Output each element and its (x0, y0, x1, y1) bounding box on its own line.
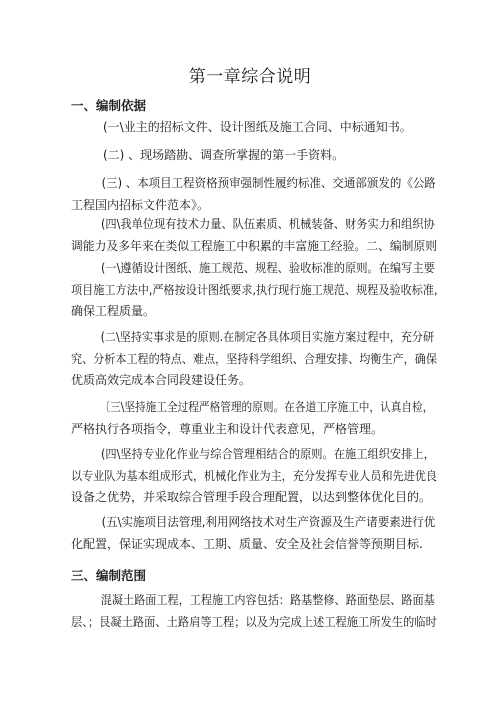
text-line: 工程国内招标文件范本》。 (71, 197, 210, 212)
text-line: (四\我单位现有技术力量、队伍素质、机械装备、财务实力和组织协 (100, 217, 435, 231)
text-line: 调能力及多年来在类似工程施工中积累的丰富施工经验。二、编制原则 (71, 238, 438, 253)
paragraph-principle-2 (71, 327, 437, 392)
paragraph-basis-1 (71, 117, 437, 139)
paragraph-principle-5 (71, 512, 437, 555)
text-line: 化配置，保证实现成本、工期、质量、安全及社会信誉等预期目标. (71, 536, 423, 551)
paragraph-principle-4 (71, 444, 437, 509)
section-heading-scope: 三、编制范围 (71, 568, 147, 583)
paragraph-basis-2 (71, 145, 437, 167)
paragraph-scope (71, 590, 437, 633)
text-line: (一\遵循设计图纸、施工规范、规程、验收标准的原则。在编写主要 (100, 261, 435, 275)
text-line: (五\实施项目法管理,利用网络技术对生产资源及生产诸要素进行优 (101, 515, 436, 529)
paragraph-basis-4 (71, 214, 437, 257)
section-heading-basis: 一、编制依据 (71, 98, 147, 113)
text-line: 〔三\坚持施工全过程严格管理的原则。在各道工序施工中，认真自检， (99, 400, 434, 414)
text-line: 优质高效完成本合同段建设任务。 (71, 373, 252, 387)
text-line: 层、；艮凝土路面、土路肩等工程；以及为完成上述工程施工所发生的临时 (71, 614, 437, 629)
paragraph-principle-1 (71, 258, 437, 323)
paragraph-basis-3 (71, 173, 437, 216)
text-line: 以专业队为基本组成形式，机械化作业为主，充分发挥专业人员和先进优良 (71, 468, 437, 483)
text-line: (一\业主的招标文件、设计图纸及施工合同、中标通知书。 (103, 120, 412, 134)
text-line: (二) 、现场踏勘、调查所掌握的第一手资料。 (103, 148, 345, 162)
text-line: (四\坚持专业化作业与综合管理相结合的原则。在施工组织安排上， (100, 447, 435, 461)
text-line: 究、分析本工程的特点、难点，坚持科学组织、合理安排、均衡生产，确保 (71, 351, 437, 366)
text-line: (二\坚持实事求是的原则.在制定各具体项目实施方案过程中，充分研 (100, 330, 435, 344)
page-title: 第一章综合说明 (188, 67, 312, 87)
text-line: 设备之优势，并采取综合管理手段合理配置，以达到整体优化目的。 (71, 490, 432, 504)
text-line: 混凝土路面工程，工程施工内容包括：路基整修、路面垫层、路面基 (100, 593, 435, 607)
text-line: 确保工程质量。 (71, 304, 156, 318)
paragraph-principle-3 (71, 397, 437, 440)
text-line: (三) 、本项目工程资格预审强制性履约标准、交通部颁发的《公路 (101, 176, 436, 190)
text-line: 严格执行各项指令，尊重业主和设计代表意见，严格管理。 (71, 421, 384, 436)
text-line: 项目施工方法中,严格按设计图纸要求,执行现行施工规范、规程及验收标准, (71, 282, 438, 297)
